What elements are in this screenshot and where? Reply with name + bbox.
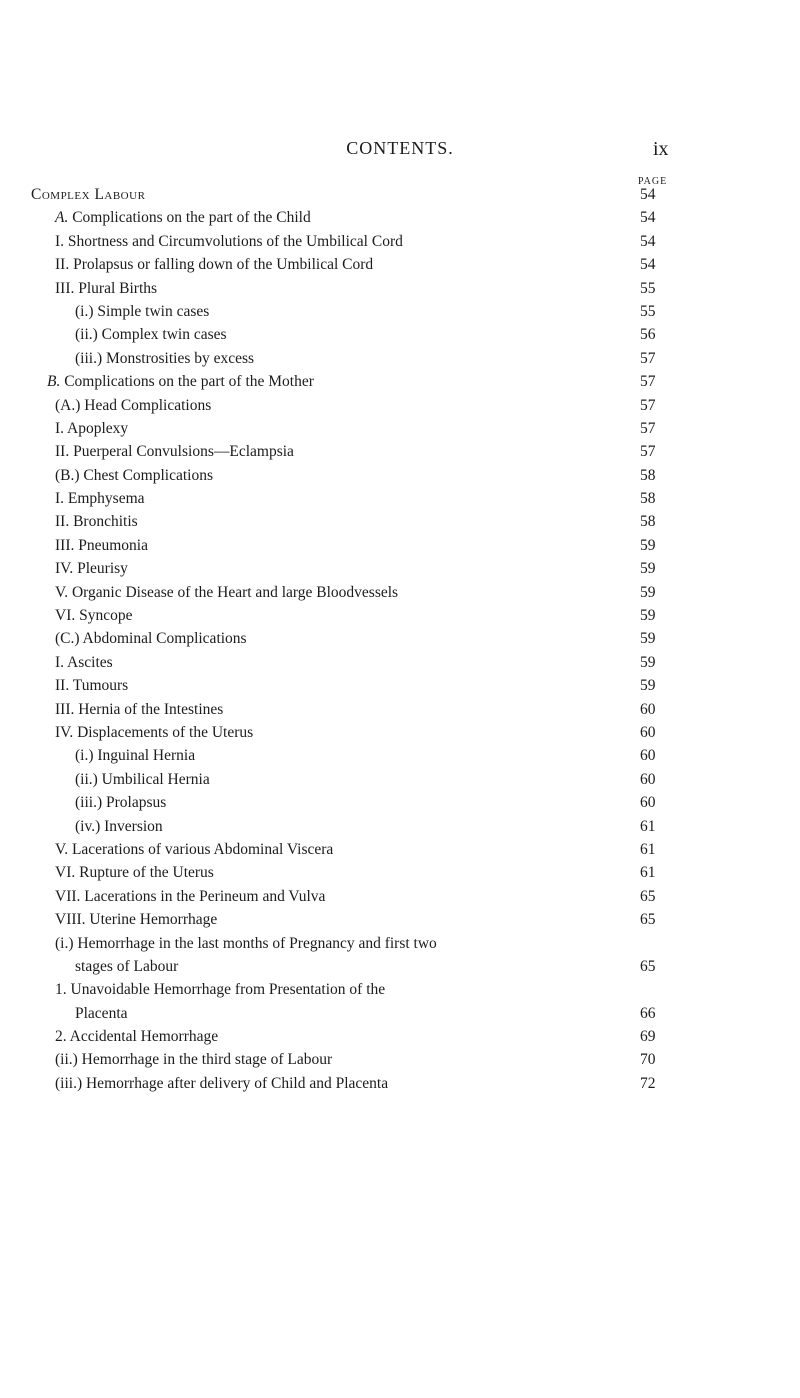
toc-entry-text: I. Emphysema xyxy=(55,490,145,508)
toc-entry-page: 61 xyxy=(640,840,656,858)
toc-entry-page: 54 xyxy=(640,186,656,203)
toc-entry-text: (ii.) Hemorrhage in the third stage of Labour xyxy=(55,1051,333,1069)
toc-entry-page: 57 xyxy=(640,396,656,414)
toc-entry-label xyxy=(55,557,128,580)
toc-entry-label xyxy=(55,885,325,908)
toc-entry xyxy=(0,370,800,393)
toc-entry-text: V. Organic Disease of the Heart and large Bloodvessels xyxy=(55,583,399,601)
toc-entry-label xyxy=(75,791,166,814)
toc-entry xyxy=(0,253,800,276)
toc-entry xyxy=(0,932,800,955)
toc-entry-page: 54 xyxy=(640,209,656,227)
toc-entry-label xyxy=(55,230,403,253)
toc-entry-text: (iii.) Prolapsus xyxy=(75,794,167,812)
toc-entry-text: III. Hernia of the Intestines xyxy=(55,700,224,718)
toc-entry-text: II. Tumours xyxy=(55,677,129,695)
page-number: ix xyxy=(653,138,669,160)
toc-entry-page: 65 xyxy=(640,957,656,975)
toc-entry-label xyxy=(55,417,128,440)
toc-entry-text: I. Apoplexy xyxy=(55,419,129,437)
toc-entry-text: Complex Labour xyxy=(31,186,146,203)
toc-entry-text: Placenta xyxy=(75,1004,128,1022)
toc-entry-label xyxy=(55,277,157,300)
toc-entry-label xyxy=(55,464,213,487)
toc-entry-page: 61 xyxy=(640,864,656,882)
toc-entry xyxy=(0,651,800,674)
toc-entry-page: 55 xyxy=(640,279,656,297)
toc-entry xyxy=(0,1072,800,1095)
toc-entry xyxy=(0,791,800,814)
page-column-label: PAGE xyxy=(638,176,668,187)
toc-entry-text: (A.) Head Complications xyxy=(55,396,212,414)
toc-entry xyxy=(0,394,800,417)
toc-entry xyxy=(0,978,800,1001)
toc-entry-text: IV. Pleurisy xyxy=(55,560,128,578)
toc-entry-page: 65 xyxy=(640,887,656,905)
toc-entry-label xyxy=(75,300,209,323)
toc-entry-text: V. Lacerations of various Abdominal Viscera xyxy=(55,840,334,858)
toc-entry xyxy=(0,1025,800,1048)
toc-entry-label xyxy=(55,932,437,955)
toc-entry-text: (iii.) Hemorrhage after delivery of Child and Placenta xyxy=(55,1074,389,1092)
toc-entry xyxy=(0,347,800,370)
toc-entry-page: 59 xyxy=(640,607,656,625)
toc-entry-label xyxy=(75,347,254,370)
toc-entry-page: 70 xyxy=(640,1051,656,1069)
toc-entry-label xyxy=(55,604,133,627)
toc-entry-label xyxy=(55,394,211,417)
toc-entry-text: (iv.) Inversion xyxy=(75,817,163,835)
toc-entry-label xyxy=(47,370,314,393)
toc-entry-label xyxy=(55,978,385,1001)
toc-entry-prefix: A. xyxy=(55,209,73,227)
toc-entry xyxy=(0,604,800,627)
toc-entry-text: II. Puerperal Convulsions—Eclampsia xyxy=(55,443,294,461)
toc-entry xyxy=(0,1002,800,1025)
toc-entry-label xyxy=(55,627,247,650)
toc-entry xyxy=(0,534,800,557)
toc-entry xyxy=(0,464,800,487)
toc-entry xyxy=(0,674,800,697)
toc-entry xyxy=(0,908,800,931)
toc-entry-page: 56 xyxy=(640,326,656,344)
toc-entry-label xyxy=(55,440,294,463)
toc-entry xyxy=(0,885,800,908)
toc-entry-label xyxy=(55,838,333,861)
toc-entry-label xyxy=(55,581,398,604)
toc-entry-text: stages of Labour xyxy=(75,957,179,975)
toc-entry-label xyxy=(55,698,223,721)
toc-entry-text: VI. Rupture of the Uterus xyxy=(55,864,214,882)
toc-entry-text: I. Ascites xyxy=(55,653,113,671)
toc-entry-label xyxy=(55,253,373,276)
toc-entry xyxy=(0,183,800,206)
toc-entry-text: 1. Unavoidable Hemorrhage from Presentation of the xyxy=(55,981,386,999)
toc-entry-page: 59 xyxy=(640,583,656,601)
toc-entry-label xyxy=(55,674,128,697)
toc-entry-label xyxy=(55,721,253,744)
toc-entry xyxy=(0,557,800,580)
toc-entry xyxy=(0,300,800,323)
toc-entry xyxy=(0,627,800,650)
toc-entry-label xyxy=(55,861,214,884)
toc-entry-page: 60 xyxy=(640,794,656,812)
toc-entry-text: (C.) Abdominal Complications xyxy=(55,630,247,648)
toc-entry-label xyxy=(55,1048,332,1071)
toc-entry-page: 54 xyxy=(640,256,656,274)
toc-entry-page: 72 xyxy=(640,1074,656,1092)
toc-entry-text: IV. Displacements of the Uterus xyxy=(55,723,254,741)
toc-entry-page: 57 xyxy=(640,419,656,437)
toc-entry-text: II. Prolapsus or falling down of the Umbilical Cord xyxy=(55,256,374,274)
toc-entry-page: 59 xyxy=(640,630,656,648)
toc-entry-label xyxy=(55,651,113,674)
toc-entry-text: (ii.) Complex twin cases xyxy=(75,326,227,344)
toc-entry-label xyxy=(75,1002,128,1025)
table-of-contents xyxy=(0,183,800,1095)
toc-entry-text: VII. Lacerations in the Perineum and Vulva xyxy=(55,887,326,905)
toc-entry-text: (i.) Hemorrhage in the last months of Pregnancy and first two xyxy=(55,934,437,952)
toc-entry-page: 61 xyxy=(640,817,656,835)
toc-entry-page: 59 xyxy=(640,653,656,671)
toc-entry-text: (iii.) Monstrosities by excess xyxy=(75,349,255,367)
toc-entry xyxy=(0,955,800,978)
toc-entry-text: I. Shortness and Circumvolutions of the Umbilical Cord xyxy=(55,232,403,250)
toc-entry-text: II. Bronchitis xyxy=(55,513,138,531)
toc-entry xyxy=(0,1048,800,1071)
toc-entry-label xyxy=(55,908,217,931)
toc-entry-label xyxy=(55,206,311,229)
toc-entry-page: 59 xyxy=(640,536,656,554)
toc-entry-text: VI. Syncope xyxy=(55,607,133,625)
toc-entry xyxy=(0,815,800,838)
toc-entry xyxy=(0,744,800,767)
toc-entry-page: 66 xyxy=(640,1004,656,1022)
toc-entry xyxy=(0,230,800,253)
toc-entry xyxy=(0,838,800,861)
toc-entry-label xyxy=(55,487,145,510)
toc-entry-text: (i.) Inguinal Hernia xyxy=(75,747,196,765)
toc-entry xyxy=(0,277,800,300)
toc-entry xyxy=(0,721,800,744)
toc-entry-text: 2. Accidental Hemorrhage xyxy=(55,1028,219,1046)
toc-entry-label xyxy=(55,510,138,533)
toc-entry-text: III. Pneumonia xyxy=(55,536,148,554)
toc-entry-label xyxy=(75,768,210,791)
toc-entry xyxy=(0,698,800,721)
toc-entry xyxy=(0,581,800,604)
toc-entry-page: 60 xyxy=(640,770,656,788)
toc-entry xyxy=(0,440,800,463)
toc-entry-page: 57 xyxy=(640,349,656,367)
toc-entry-text: VIII. Uterine Hemorrhage xyxy=(55,911,218,929)
toc-entry-label xyxy=(55,1072,388,1095)
toc-entry-page: 58 xyxy=(640,513,656,531)
toc-entry-label xyxy=(55,534,148,557)
toc-entry-page: 58 xyxy=(640,466,656,484)
toc-entry xyxy=(0,206,800,229)
toc-entry-label xyxy=(55,1025,218,1048)
toc-entry-label xyxy=(31,183,145,206)
toc-entry-text: Complications on the part of the Mother xyxy=(64,373,314,391)
toc-entry-text: (ii.) Umbilical Hernia xyxy=(75,770,210,788)
toc-entry xyxy=(0,861,800,884)
page-title: CONTENTS. xyxy=(346,138,454,158)
toc-entry-page: 65 xyxy=(640,911,656,929)
toc-entry-label xyxy=(75,744,195,767)
toc-entry-page: 57 xyxy=(640,373,656,391)
toc-entry-page: 55 xyxy=(640,302,656,320)
toc-entry-page: 54 xyxy=(640,232,656,250)
toc-entry-label xyxy=(75,955,178,978)
toc-entry-page: 58 xyxy=(640,490,656,508)
page-header xyxy=(0,138,800,168)
toc-entry-page: 60 xyxy=(640,700,656,718)
toc-entry-page: 60 xyxy=(640,747,656,765)
toc-entry-label xyxy=(75,323,227,346)
toc-entry-page: 60 xyxy=(640,723,656,741)
toc-entry-text: III. Plural Births xyxy=(55,279,158,297)
toc-entry xyxy=(0,768,800,791)
toc-entry xyxy=(0,510,800,533)
toc-entry-page: 59 xyxy=(640,560,656,578)
toc-entry-page: 59 xyxy=(640,677,656,695)
toc-entry-text: Complications on the part of the Child xyxy=(72,209,311,227)
toc-entry-text: (B.) Chest Complications xyxy=(55,466,214,484)
toc-entry xyxy=(0,323,800,346)
toc-entry-page: 69 xyxy=(640,1028,656,1046)
toc-entry-label xyxy=(75,815,163,838)
toc-entry-page: 57 xyxy=(640,443,656,461)
toc-entry xyxy=(0,417,800,440)
toc-entry-prefix: B. xyxy=(47,373,65,391)
toc-entry xyxy=(0,487,800,510)
toc-entry-text: (i.) Simple twin cases xyxy=(75,302,210,320)
